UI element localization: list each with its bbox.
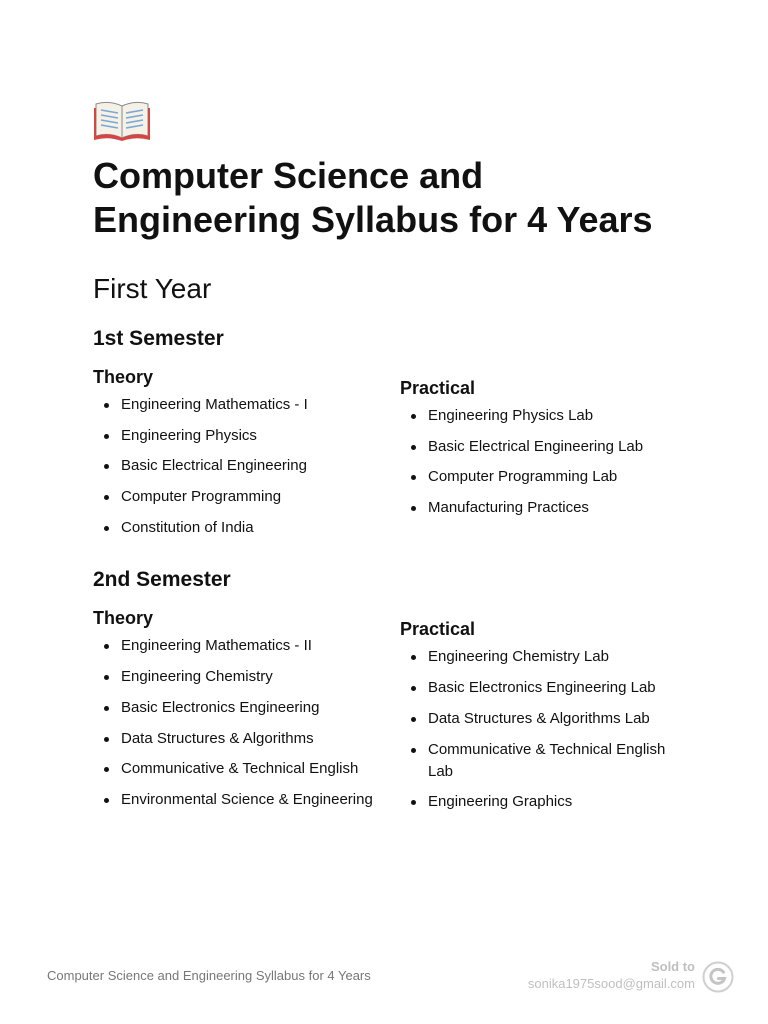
- list-item: Basic Electrical Engineering: [93, 455, 400, 477]
- list-item: Data Structures & Algorithms Lab: [400, 708, 693, 730]
- document-title: Computer Science and Engineering Syllabus for 4 Years: [93, 155, 653, 240]
- list-item: Computer Programming: [93, 486, 400, 508]
- buyer-email: sonika1975sood@gmail.com: [527, 976, 695, 991]
- list-item: Engineering Mathematics - II: [93, 635, 400, 657]
- theory-heading: Theory: [93, 367, 154, 387]
- theory-list: [93, 394, 400, 539]
- practical-column: [400, 366, 693, 547]
- document-page: [93, 96, 693, 842]
- semester-2-section: [93, 567, 693, 821]
- list-item: Manufacturing Practices: [400, 497, 693, 519]
- list-item: Computer Programming Lab: [400, 466, 693, 488]
- list-item: Engineering Physics Lab: [400, 405, 693, 427]
- sold-to-label: Sold to: [650, 959, 695, 974]
- practical-list: [400, 405, 693, 519]
- footer-document-name: Computer Science and Engineering Syllabus for 4 Years: [47, 968, 371, 983]
- semester-columns: [93, 366, 693, 547]
- theory-heading: Theory: [93, 608, 154, 629]
- theory-column: [93, 607, 400, 821]
- list-item: Basic Electrical Engineering Lab: [400, 436, 693, 458]
- theory-list: [93, 635, 400, 810]
- semester-heading: 2nd Semester: [93, 568, 231, 592]
- list-item: Environmental Science & Engineering: [93, 789, 400, 811]
- list-item: Engineering Chemistry: [93, 666, 400, 688]
- semester-columns: [93, 607, 693, 821]
- list-item: Communicative & Technical English: [93, 758, 400, 780]
- list-item: Constitution of India: [93, 517, 400, 539]
- list-item: Basic Electronics Engineering Lab: [400, 677, 693, 699]
- list-item: Engineering Graphics: [400, 791, 693, 813]
- list-item: Basic Electronics Engineering: [93, 697, 400, 719]
- semester-heading: 1st Semester: [93, 327, 224, 350]
- list-item: Engineering Mathematics - I: [93, 394, 400, 416]
- list-item: Data Structures & Algorithms: [93, 728, 400, 750]
- theory-column: [93, 366, 400, 547]
- practical-heading: Practical: [400, 378, 476, 398]
- list-item: Engineering Chemistry Lab: [400, 646, 693, 668]
- list-item: Engineering Physics: [93, 425, 400, 447]
- practical-list: [400, 646, 693, 813]
- semester-1-section: [93, 326, 693, 547]
- g-logo-icon: [702, 961, 734, 993]
- practical-heading: Practical: [400, 619, 476, 640]
- practical-column: [400, 607, 693, 821]
- year-heading: First Year: [93, 273, 212, 304]
- list-item: Communicative & Technical English Lab: [400, 739, 693, 783]
- open-book-icon: [93, 96, 151, 142]
